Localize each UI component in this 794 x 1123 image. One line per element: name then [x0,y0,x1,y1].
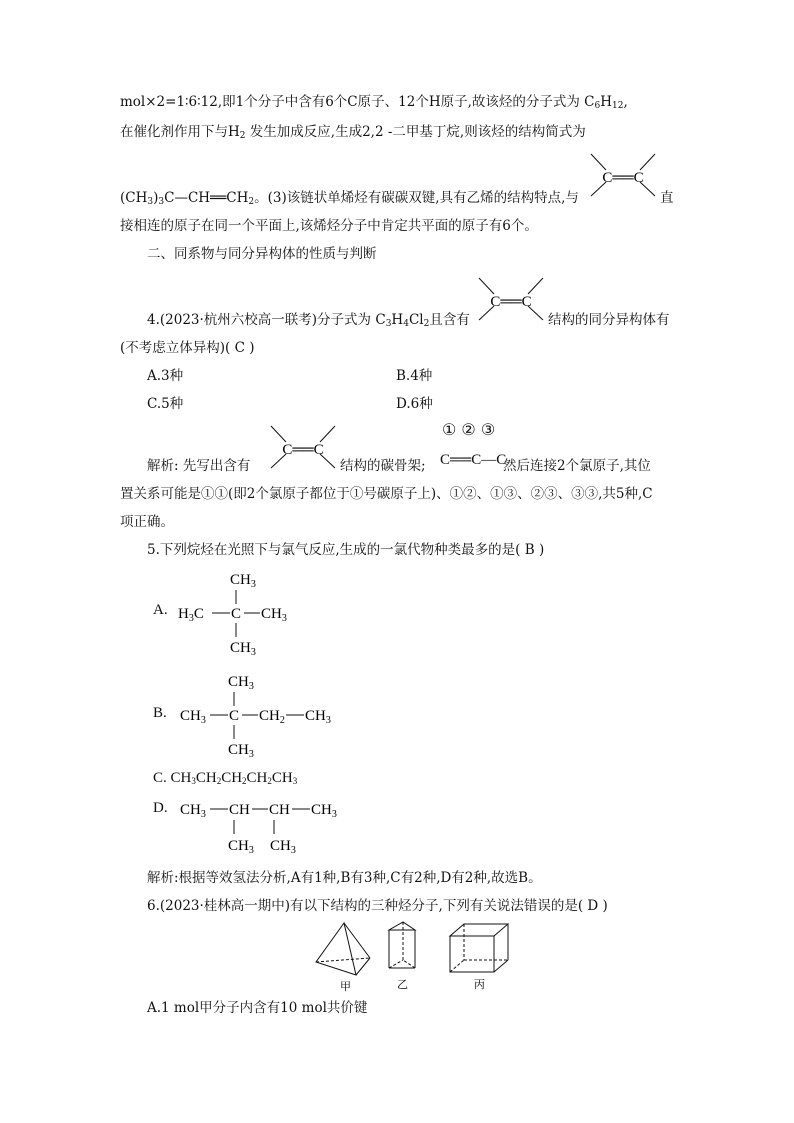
option-d: D.6种 [396,396,433,412]
solution-line: 置关系可能是①①(即2个氯原子都位于①号碳原子上)、①②、①③、②③、③③,共5种,C [120,486,653,502]
option-d-label: D. [153,800,168,816]
svg-text:C══C: C══C [490,294,532,310]
cc-double-bond: C══C [602,170,644,186]
svg-text:CH3: $CH_3$ [230,572,256,590]
ethylene-fragment [476,274,546,324]
text-fragment: 结构的碳骨架; [340,458,426,474]
label-yi: 乙 [397,979,408,991]
option-a-label: A. [153,602,168,618]
svg-text:CH3: $CH_3$ [305,708,331,726]
svg-text:CH: CH [229,802,250,818]
option-b: B.4种 [396,368,433,384]
question-5-solution: 解析:根据等效氢法分析,A有1种,B有3种,C有2种,D有2种,故选B。 [147,870,542,886]
text-line: 在催化剂作用下与$H_2$ 发生加成反应,生成2,2 -二甲基丁烷,则该烃的结构简式为 [120,124,586,141]
carbon-chain: C══C—C [440,452,507,468]
text-line: 接相连的原子在同一个平面上,该烯烃分子中肯定共平面的原子有6个。 [120,218,538,234]
tetrahedron-figure [312,920,374,992]
text-fragment: 直 [660,190,674,206]
cube-figure [446,920,516,992]
svg-text:CH3: $CH_3$ [270,838,296,856]
label-jia: 甲 [340,981,351,992]
carbon-numbering: ① ② ③ [442,420,496,439]
option-b-structure [180,668,340,758]
solution-line: 解析: 先写出含有 [147,458,251,474]
ethylene-fragment [588,150,658,200]
question-6-option-a: A.1 mol甲分子内含有10 mol共价键 [147,1000,368,1016]
option-b-label: B. [153,705,167,721]
question-5-stem: 5.下列烷烃在光照下与氯气反应,生成的一氯代物种类最多的是( B ) [147,542,545,558]
section-heading: 二、同系物与同分异构体的性质与判断 [147,246,377,262]
prism-figure [383,920,423,992]
svg-text:CH3: $CH_3$ [311,802,337,820]
option-c: C.5种 [147,396,184,412]
svg-text:H3C: $H_3C$ [178,606,204,624]
text-line: $(CH_3)_3C—CH══CH_2$。(3)该链状单烯烃有碳碳双键,具有乙烯的结构特点,与 [120,190,579,207]
option-a: A.3种 [147,368,184,384]
svg-text:CH3: $CH_3$ [228,674,254,692]
svg-text:CH3: $CH_3$ [228,742,254,758]
svg-text:C: C [229,708,240,724]
text-fragment: 结构的同分异构体有 [548,312,670,328]
svg-text:C: C [231,606,242,622]
text-line: (不考虑立体异构)( C ) [120,340,255,356]
svg-text:CH3: $CH_3$ [261,606,287,624]
text-line: mol×2=1∶6∶12,即1个分子中含有6个C原子、12个H原子,故该烃的分子式为 $C_6H_{12}$, [120,94,628,111]
option-d-structure [180,796,350,856]
question-4-stem: 4.(2023·杭州六校高一联考)分子式为 $C_3H_4Cl_2$且含有 [147,312,470,329]
solution-line: 项正确。 [120,514,174,530]
ethylene-fragment [268,422,338,472]
option-c: C. $CH_3CH_2CH_2CH_2CH_3$ [153,770,298,786]
svg-text:CH3: $CH_3$ [180,708,206,726]
text-fragment: 然后连接2个氯原子,其位 [503,458,651,474]
svg-text:CH3: $CH_3$ [180,802,206,820]
svg-text:CH: CH [269,802,290,818]
svg-text:CH2: $CH_2$ [259,708,285,726]
option-a-structure [178,566,298,656]
question-6-stem: 6.(2023·桂林高一期中)有以下结构的三种烃分子,下列有关说法错误的是( D ) [147,898,608,914]
svg-text:CH3: $CH_3$ [228,838,254,856]
svg-text:CH3: $CH_3$ [230,640,256,656]
svg-text:C══C: C══C [282,442,324,458]
label-bing: 丙 [474,979,485,991]
